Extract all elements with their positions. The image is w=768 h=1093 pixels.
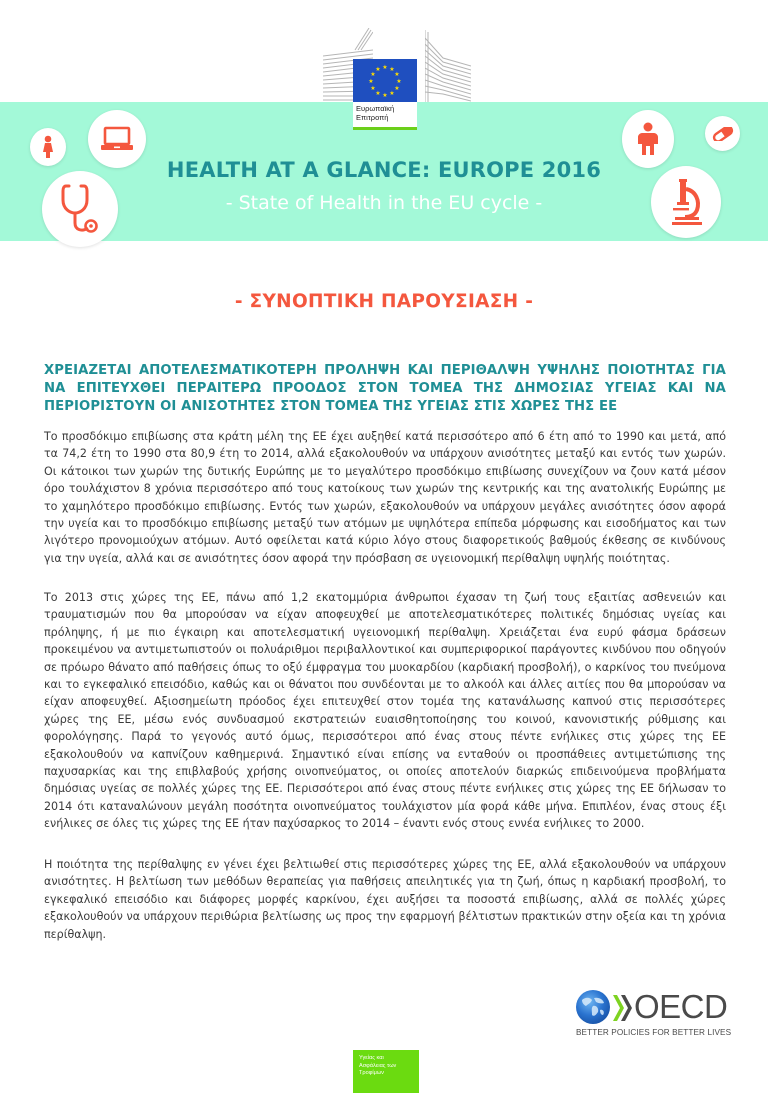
oecd-logo — [576, 990, 736, 1040]
paragraph-avoidable-deaths: Το 2013 στις χώρες της ΕΕ, πάνω από 1,2 εκατομμύρια άνθρωποι έχασαν τη ζωή τους εξαιτίας ασθενειών και τραυματισμών που θα μπορούσαν να είχαν αποφευχθεί με αποτελεσματικότερες πολιτικές δημόσιας υγείας και πρόληψης, ή με πιο έγκαιρη και αποτελεσματική υγειονομική περίθαλψη. Χρειάζεται ένα ευρύ φάσμα δράσεων προκειμένου να αντιμετωπιστούν οι πολυάριθμοι περιβαλλοντικοί και συμπεριφορικοί παράγοντες κινδύνου που οδηγούν σε πρόωρο θάνατο από παθήσεις όπως το οξύ έμφραγμα του μυοκαρδίου (καρδιακή προσβολή), ο καρκίνος του πνεύμονα και το εγκεφαλικό επεισόδιο, καθώς και οι θάνατοι που συνδέονται με το αλκοόλ και άλλες αιτίες που θα μπορούσαν να είχαν αποφευχθεί. Αξιοσημείωτη πρόοδος έχει επιτευχθεί στον τομέα της κατανάλωσης καπνού στις περισσότερες χώρες της ΕΕ, μέσω ενός συνδυασμού εκστρατειών ευαισθητοποίησης του κοινού, κανονιστικής ρύθμισης και φορολόγησης. Παρά το γεγονός αυτό όμως, περισσότεροι από ένας στους πέντε ενήλικες στις χώρες της ΕΕ εξακολουθούν να καπνίζουν καθημερινά. Σημαντικό είναι επίσης να ενταθούν οι προσπάθειες αντιμετώπισης της παχυσαρκίας και της επιβλαβούς χρήσης οινοπνεύματος, οι οποίες αποτελούν διαρκώς επιδεινούμενα προβλήματα δημόσιας υγείας σε πολλές χώρες της ΕΕ. Περισσότεροι από ένας στους πέντε ενήλικες στις χώρες της ΕΕ δήλωσαν το 2014 ότι καταναλώνουν μεγάλη ποσότητα οινοπνεύματος τουλάχιστον μία φορά κάθε μήνα. Επιπλέον, ένας στους έξι ενήλικες σε όλες τις χώρες της ΕΕ ήταν παχύσαρκος το 2014 – έναντι ενός στους εννέα ενήλικες το 2000. — [44, 591, 726, 831]
building-right-graphic — [425, 28, 471, 102]
svg-text:★: ★ — [382, 92, 388, 99]
svg-text:★: ★ — [370, 85, 376, 92]
svg-text:★: ★ — [382, 64, 388, 71]
european-commission-logo — [323, 28, 471, 130]
section-title: - ΣΥΝΟΠΤΙΚΗ ΠΑΡΟΥΣΙΑΣΗ - — [234, 291, 534, 312]
globe-icon — [576, 990, 610, 1024]
paragraph-quality-of-care: Η ποιότητα της περίθαλψης εν γένει έχει βελτιωθεί στις περισσότερες χώρες της ΕΕ, αλλά εξακολουθούν να υπάρχουν ανισότητες. Η βελτίωση των μεθόδων θεραπείας για παθήσεις απειλητικές για τη ζωή, όπως η καρδιακή προσβολή, το εγκεφαλικό επεισόδιο και διάφορες μορφές καρκίνου, έχει αυξήσει τα ποσοστά επιβίωσης, αλλά σε πολλές χώρες εξακολουθούν να υπάρχουν περιθώρια βελτίωσης ως προς την εφαρμογή βέλτιστων πρακτικών στην οξεία και τη χρόνια περίθαλψη. — [44, 858, 726, 941]
lead-heading: ΧΡΕΙΑΖΕΤΑΙ ΑΠΟΤΕΛΕΣΜΑΤΙΚΟΤΕΡΗ ΠΡΟΛΗΨΗ ΚΑΙ ΠΕΡΙΘΑΛΨΗ ΥΨΗΛΗΣ ΠΟΙΟΤΗΤΑΣ ΓΙΑ ΝΑ ΕΠΙΤΕΥΧΘΕΙ ΠΕΡΑΙΤΕΡΩ ΠΡΟΟΔΟΣ ΣΤΟΝ ΤΟΜΕΑ ΤΗΣ ΔΗΜΟΣΙΑΣ ΥΓΕΙΑΣ ΚΑΙ ΝΑ ΠΕΡΙΟΡΙΣΤΟΥΝ ΟΙ ΑΝΙΣΟΤΗΤΕΣ ΣΤΟΝ ΤΟΜΕΑ ΤΗΣ ΥΓΕΙΑΣ ΣΤΙΣ ΧΩΡΕΣ ΤΗΣ ΕΕ — [44, 363, 726, 414]
svg-text:★: ★ — [375, 66, 381, 73]
chevrons-icon — [612, 994, 634, 1022]
oecd-tagline: BETTER POLICIES FOR BETTER LIVES — [576, 1028, 732, 1037]
dg-line2: Ασφάλειας των — [359, 1062, 397, 1069]
svg-text:★: ★ — [389, 66, 395, 73]
document-title: HEALTH AT A GLANCE: EUROPE 2016 — [166, 158, 602, 182]
paragraph-life-expectancy: Το προσδόκιμο επιβίωσης στα κράτη μέλη της ΕΕ έχει αυξηθεί κατά περισσότερο από 6 έτη από το 1990 και μετά, από τα 74,2 έτη το 1990 στα 80,9 έτη το 2014, αλλά εξακολουθούν να υπάρχουν ανισότητες μεταξύ και εντός των χωρών. Οι κάτοικοι των χωρών της δυτικής Ευρώπης με το μεγαλύτερο προσδόκιμο επιβίωσης συνεχίζουν να ζουν κατά μέσον όρο τουλάχιστον 8 χρόνια περισσότερο από τους κατοίκους των χωρών της κεντρικής και της ανατολικής Ευρώπης με το χαμηλότερο προσδόκιμο επιβίωσης. Εντός των χωρών, εξακολουθούν να υπάρχουν μεγάλες ανισότητες όσον αφορά την υγεία και το προσδόκιμο επιβίωσης μεταξύ των ατόμων με υψηλότερα επίπεδα μόρφωσης και εισοδήματος και των λιγότερο προνομιούχων ατόμων. Αυτό οφείλεται κατά κύριο λόγο στους διαφορετικούς βαθμούς έκθεσης σε κινδύνους για την υγεία, αλλά και σε ανισότητες όσον αφορά την πρόσβαση σε υγειονομική περίθαλψη υψηλής ποιότητας. — [44, 430, 726, 565]
svg-text:★: ★ — [375, 90, 381, 97]
document-subtitle: - State of Health in the EU cycle - — [225, 192, 543, 214]
dg-sante-label — [353, 1050, 419, 1093]
ec-name-line2: Επιτροπή — [356, 113, 389, 122]
svg-text:★: ★ — [394, 85, 400, 92]
svg-text:★: ★ — [389, 90, 395, 97]
dg-line1: Υγείας και — [359, 1055, 384, 1061]
ec-green-bar — [353, 127, 417, 130]
ec-name-text — [356, 104, 394, 122]
ec-emblem — [353, 59, 417, 130]
pill-icon — [705, 116, 740, 151]
svg-text:★: ★ — [396, 78, 402, 85]
svg-text:★: ★ — [370, 71, 376, 78]
dg-line3: Τροφίμων — [359, 1070, 384, 1077]
eu-flag-icon — [353, 59, 417, 102]
ec-name-line1: Ευρωπαϊκή — [356, 104, 395, 113]
svg-text:★: ★ — [394, 71, 400, 78]
svg-text:★: ★ — [368, 78, 374, 85]
oecd-wordmark: OECD — [634, 988, 728, 1025]
